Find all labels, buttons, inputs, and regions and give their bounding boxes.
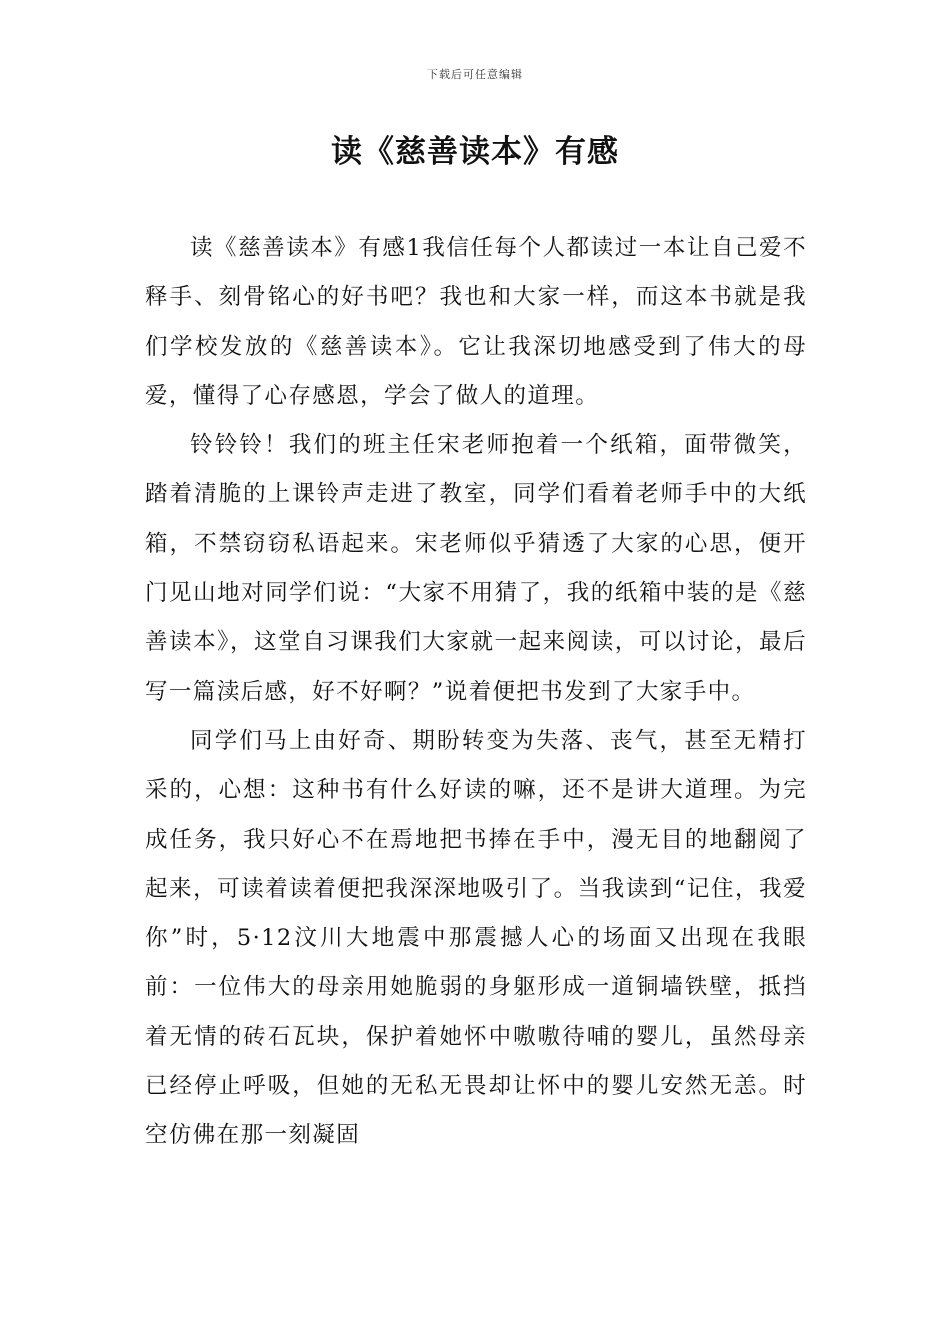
document-body (145, 224, 807, 1161)
body-paragraph: 读《慈善读本》有感1我信任每个人都读过一本让自己爱不释手、刻骨铭心的好书吧？我也和大家一样，而这本书就是我们学校发放的《慈善读本》。它让我深切地感受到了伟大的母爱，懂得了心存感恩，学会了做人的道理。 (145, 235, 807, 409)
page-header-note: 下载后可任意编辑 (427, 68, 523, 81)
document-title: 读《慈善读本》有感 (331, 134, 619, 170)
body-paragraph: 铃铃铃！我们的班主任宋老师抱着一个纸箱，面带微笑，踏着清脆的上课铃声走进了教室，同学们看着老师手中的大纸箱，不禁窃窃私语起来。宋老师似乎猜透了大家的心思，便开门见山地对同学们说：“大家不用猜了，我的纸箱中装的是《慈善读本》，这堂自习课我们大家就一起来阅读，可以讨论，最后写一篇渎后感，好不好啊？”说着便把书发到了大家手中。 (145, 432, 807, 705)
body-paragraph: 同学们马上由好奇、期盼转变为失落、丧气，甚至无精打采的，心想：这种书有什么好读的嘛，还不是讲大道理。为完成任务，我只好心不在焉地把书捧在手中，漫无目的地翻阅了起来，可读着读着便把我深深地吸引了。当我读到“记住，我爱你”时，5·12汶川大地震中那震撼人心的场面又出现在我眼前：一位伟大的母亲用她脆弱的身躯形成一道铜墙铁壁，抵挡着无情的砖石瓦块，保护着她怀中嗷嗷待哺的婴儿，虽然母亲已经停止呼吸，但她的无私无畏却让怀中的婴儿安然无恙。时空仿佛在那一刻凝固 (145, 727, 807, 1149)
